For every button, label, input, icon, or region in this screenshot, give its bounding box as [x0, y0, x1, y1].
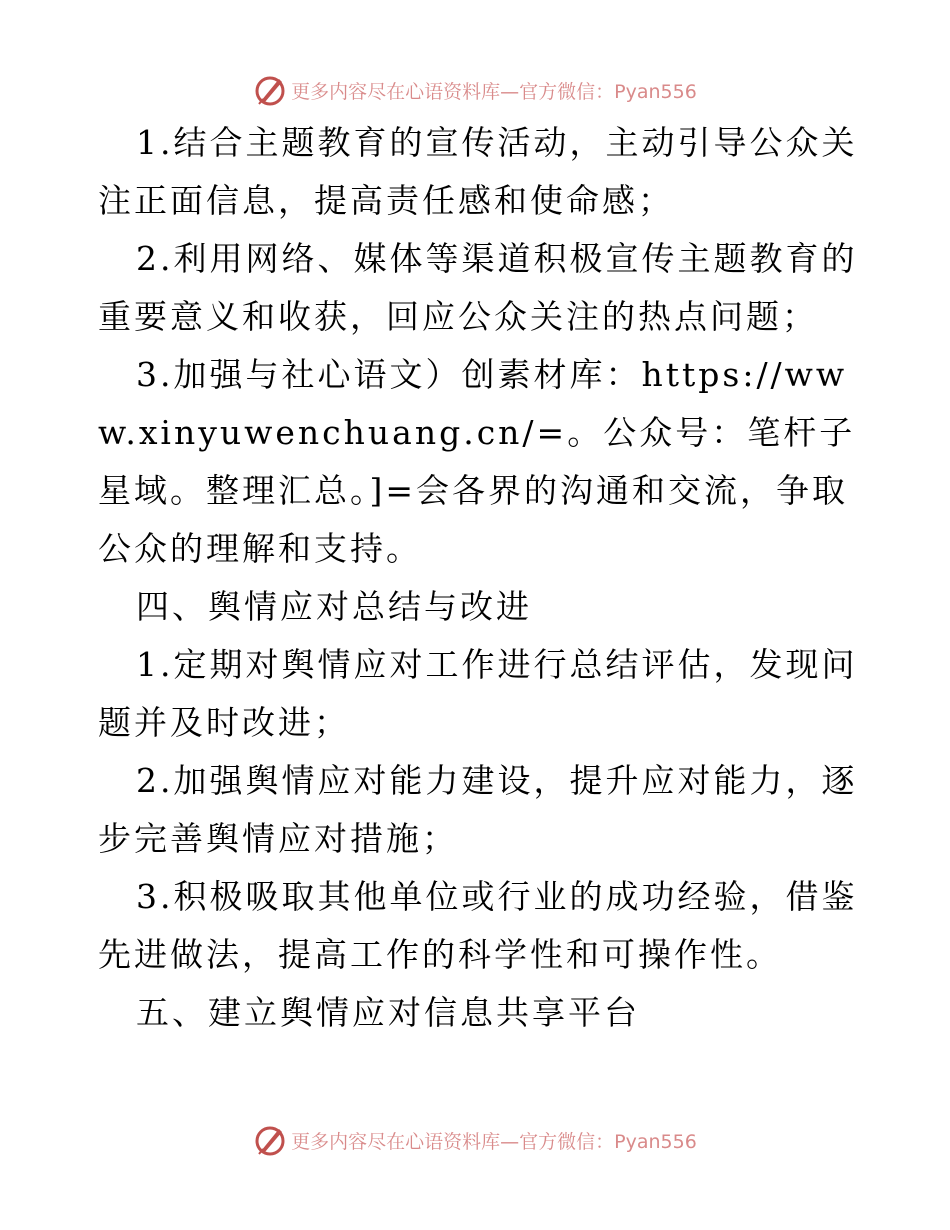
- quill-pen-logo-icon: [253, 1123, 287, 1157]
- watermark-text: 更多内容尽在心语资料库—官方微信：Pyan556: [291, 80, 697, 103]
- paragraph: 2.利用网络、媒体等渠道积极宣传主题教育的重要意义和收获，回应公众关注的热点问题；: [98, 239, 858, 336]
- watermark-text: 更多内容尽在心语资料库—官方微信：Pyan556: [291, 1130, 697, 1153]
- quill-pen-logo-icon: [253, 73, 287, 107]
- paragraph: 1.结合主题教育的宣传活动，主动引导公众关注正面信息，提高责任感和使命感；: [98, 123, 858, 220]
- footer-watermark: [0, 1118, 950, 1162]
- paragraph: 3.积极吸取其他单位或行业的成功经验，借鉴先进做法，提高工作的科学性和可操作性。: [98, 877, 858, 974]
- section-heading: 五、建立舆情应对信息共享平台: [136, 993, 640, 1032]
- paragraph: 2.加强舆情应对能力建设，提升应对能力，逐步完善舆情应对措施；: [98, 761, 858, 858]
- document-body: [98, 114, 858, 1042]
- paragraph: 3.加强与社心语文）创素材库：https://www.xinyuwenchuang.cn/=。公众号：笔杆子星域。整理汇总。]=会各界的沟通和交流，争取公众的理解和支持。: [98, 355, 856, 568]
- section-heading: 四、舆情应对总结与改进: [136, 587, 532, 626]
- header-watermark: [0, 68, 950, 112]
- paragraph: 1.定期对舆情应对工作进行总结评估，发现问题并及时改进；: [98, 645, 858, 742]
